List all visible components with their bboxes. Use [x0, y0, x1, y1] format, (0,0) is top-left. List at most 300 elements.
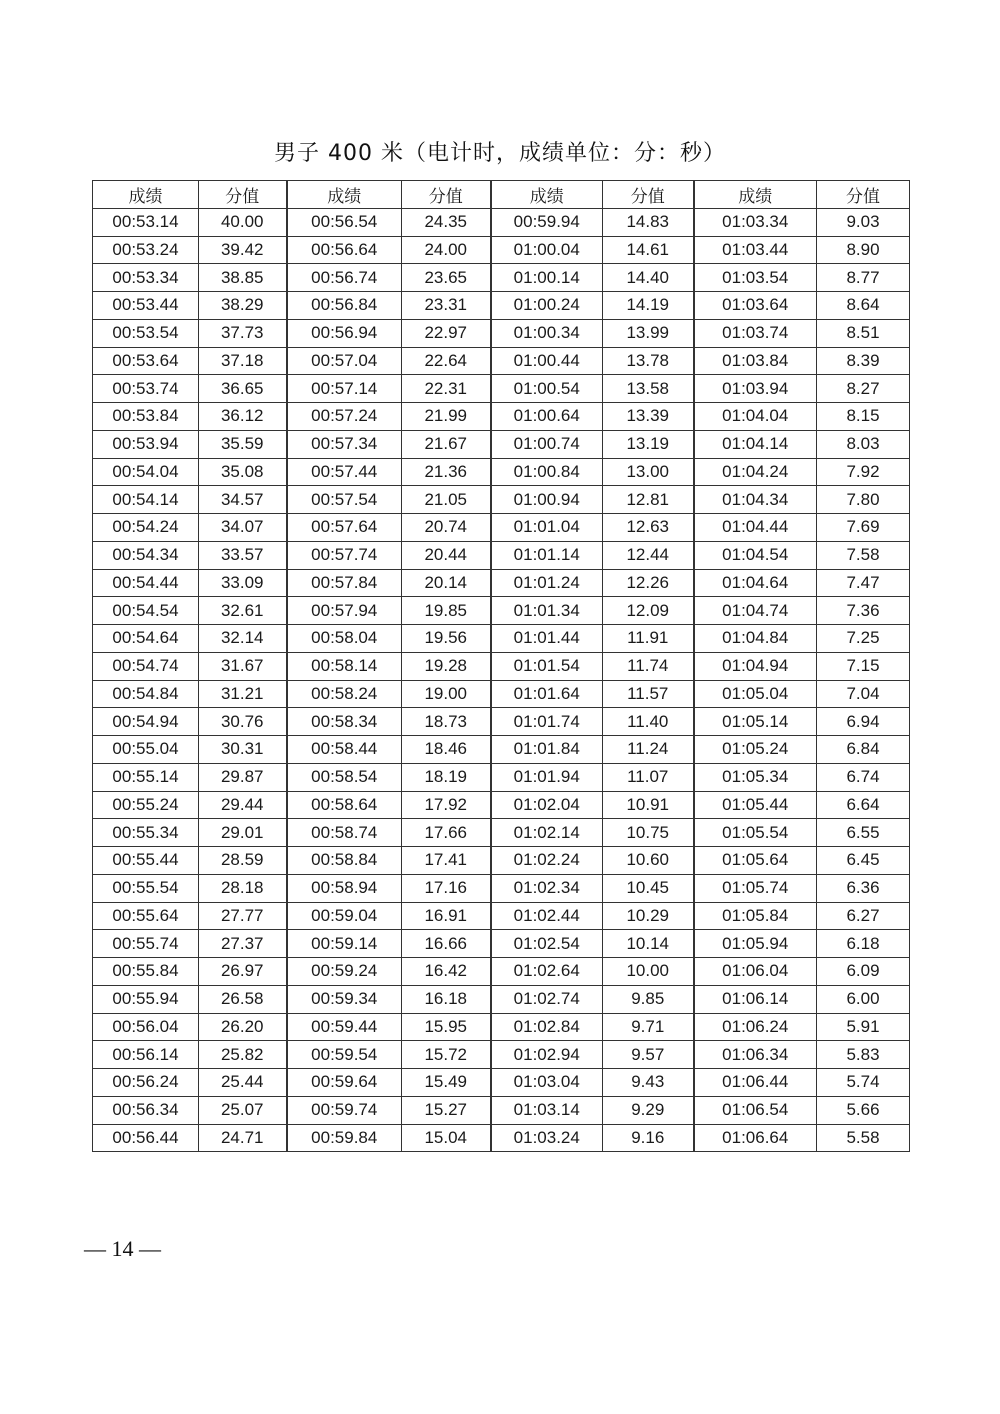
table-row: [93, 791, 910, 819]
time-cell: 01:04.34: [694, 486, 817, 514]
score-cell: 6.09: [817, 958, 910, 986]
score-cell: 14.61: [603, 236, 694, 264]
time-cell: 01:02.14: [491, 819, 603, 847]
time-cell: 01:04.44: [694, 514, 817, 542]
time-cell: 01:00.94: [491, 486, 603, 514]
time-cell: 00:53.34: [93, 264, 199, 292]
time-cell: 00:58.54: [287, 763, 402, 791]
score-cell: 34.07: [199, 514, 287, 542]
score-cell: 33.09: [199, 569, 287, 597]
score-cell: 9.71: [603, 1013, 694, 1041]
time-cell: 00:56.94: [287, 319, 402, 347]
score-cell: 6.45: [817, 847, 910, 875]
column-header-time: 成绩: [93, 181, 199, 209]
time-cell: 00:58.84: [287, 847, 402, 875]
score-cell: 5.74: [817, 1069, 910, 1097]
time-cell: 01:01.94: [491, 763, 603, 791]
table-row: [93, 430, 910, 458]
score-cell: 34.57: [199, 486, 287, 514]
table-row: [93, 347, 910, 375]
score-cell: 6.55: [817, 819, 910, 847]
score-cell: 28.59: [199, 847, 287, 875]
score-cell: 6.84: [817, 736, 910, 764]
time-cell: 01:04.24: [694, 458, 817, 486]
time-cell: 00:54.34: [93, 541, 199, 569]
score-cell: 21.05: [402, 486, 491, 514]
score-cell: 9.29: [603, 1096, 694, 1124]
score-cell: 18.46: [402, 736, 491, 764]
score-cell: 13.78: [603, 347, 694, 375]
score-cell: 18.19: [402, 763, 491, 791]
time-cell: 00:54.44: [93, 569, 199, 597]
table-row: [93, 514, 910, 542]
score-cell: 11.24: [603, 736, 694, 764]
score-cell: 26.97: [199, 958, 287, 986]
score-cell: 29.01: [199, 819, 287, 847]
time-cell: 01:01.34: [491, 597, 603, 625]
column-header-score: 分值: [817, 181, 910, 209]
time-cell: 01:02.24: [491, 847, 603, 875]
table-row: [93, 680, 910, 708]
time-cell: 01:00.14: [491, 264, 603, 292]
table-row: [93, 486, 910, 514]
time-cell: 01:00.04: [491, 236, 603, 264]
time-cell: 01:00.34: [491, 319, 603, 347]
score-cell: 38.29: [199, 292, 287, 320]
time-cell: 01:02.34: [491, 874, 603, 902]
time-cell: 01:00.54: [491, 375, 603, 403]
time-cell: 00:53.84: [93, 403, 199, 431]
time-cell: 00:57.34: [287, 430, 402, 458]
time-cell: 00:57.84: [287, 569, 402, 597]
time-cell: 00:55.14: [93, 763, 199, 791]
score-cell: 8.15: [817, 403, 910, 431]
time-cell: 01:00.44: [491, 347, 603, 375]
time-cell: 01:04.94: [694, 652, 817, 680]
score-cell: 11.57: [603, 680, 694, 708]
score-cell: 12.81: [603, 486, 694, 514]
time-cell: 01:05.34: [694, 763, 817, 791]
time-cell: 01:02.64: [491, 958, 603, 986]
table-row: [93, 930, 910, 958]
table-row: [93, 985, 910, 1013]
score-cell: 19.85: [402, 597, 491, 625]
table-row: [93, 1124, 910, 1152]
score-cell: 35.59: [199, 430, 287, 458]
score-cell: 6.18: [817, 930, 910, 958]
time-cell: 00:55.04: [93, 736, 199, 764]
table-row: [93, 292, 910, 320]
column-header-time: 成绩: [491, 181, 603, 209]
score-cell: 7.69: [817, 514, 910, 542]
score-cell: 12.44: [603, 541, 694, 569]
table-row: [93, 208, 910, 236]
time-cell: 00:53.54: [93, 319, 199, 347]
column-header-score: 分值: [603, 181, 694, 209]
time-cell: 00:55.94: [93, 985, 199, 1013]
score-cell: 15.72: [402, 1041, 491, 1069]
time-cell: 00:56.64: [287, 236, 402, 264]
score-cell: 19.56: [402, 625, 491, 653]
score-cell: 39.42: [199, 236, 287, 264]
score-cell: 38.85: [199, 264, 287, 292]
score-cell: 37.73: [199, 319, 287, 347]
score-cell: 6.64: [817, 791, 910, 819]
time-cell: 01:03.14: [491, 1096, 603, 1124]
score-cell: 16.42: [402, 958, 491, 986]
table-row: [93, 625, 910, 653]
time-cell: 00:53.74: [93, 375, 199, 403]
time-cell: 01:02.84: [491, 1013, 603, 1041]
score-cell: 20.44: [402, 541, 491, 569]
time-cell: 00:54.94: [93, 708, 199, 736]
time-cell: 01:00.84: [491, 458, 603, 486]
time-cell: 01:02.54: [491, 930, 603, 958]
time-cell: 01:00.64: [491, 403, 603, 431]
score-cell: 30.76: [199, 708, 287, 736]
table-row: [93, 708, 910, 736]
score-cell: 16.66: [402, 930, 491, 958]
score-cell: 10.14: [603, 930, 694, 958]
time-cell: 01:00.74: [491, 430, 603, 458]
score-cell: 15.49: [402, 1069, 491, 1097]
time-cell: 00:55.24: [93, 791, 199, 819]
time-cell: 01:04.74: [694, 597, 817, 625]
score-cell: 8.64: [817, 292, 910, 320]
time-cell: 01:03.74: [694, 319, 817, 347]
page-number: — 14 —: [84, 1236, 161, 1261]
time-cell: 01:01.24: [491, 569, 603, 597]
time-cell: 01:03.54: [694, 264, 817, 292]
time-cell: 01:05.14: [694, 708, 817, 736]
score-cell: 27.37: [199, 930, 287, 958]
score-cell: 20.74: [402, 514, 491, 542]
time-cell: 01:04.84: [694, 625, 817, 653]
time-cell: 01:02.94: [491, 1041, 603, 1069]
table-row: [93, 541, 910, 569]
time-cell: 01:04.14: [694, 430, 817, 458]
table-row: [93, 902, 910, 930]
table-row: [93, 319, 910, 347]
score-cell: 30.31: [199, 736, 287, 764]
score-cell: 7.04: [817, 680, 910, 708]
score-cell: 26.20: [199, 1013, 287, 1041]
score-cell: 35.08: [199, 458, 287, 486]
time-cell: 01:01.44: [491, 625, 603, 653]
score-cell: 15.04: [402, 1124, 491, 1152]
time-cell: 00:54.04: [93, 458, 199, 486]
score-cell: 8.77: [817, 264, 910, 292]
time-cell: 01:03.94: [694, 375, 817, 403]
time-cell: 00:54.84: [93, 680, 199, 708]
score-cell: 21.36: [402, 458, 491, 486]
score-cell: 22.31: [402, 375, 491, 403]
table-row: [93, 403, 910, 431]
time-cell: 00:57.54: [287, 486, 402, 514]
time-cell: 00:55.54: [93, 874, 199, 902]
time-cell: 00:57.74: [287, 541, 402, 569]
time-cell: 01:06.04: [694, 958, 817, 986]
score-cell: 29.87: [199, 763, 287, 791]
score-cell: 10.45: [603, 874, 694, 902]
score-cell: 7.92: [817, 458, 910, 486]
time-cell: 01:03.24: [491, 1124, 603, 1152]
score-cell: 8.90: [817, 236, 910, 264]
time-cell: 00:58.04: [287, 625, 402, 653]
time-cell: 01:05.64: [694, 847, 817, 875]
time-cell: 01:03.34: [694, 208, 817, 236]
score-cell: 6.36: [817, 874, 910, 902]
time-cell: 01:03.04: [491, 1069, 603, 1097]
time-cell: 01:02.44: [491, 902, 603, 930]
time-cell: 00:58.14: [287, 652, 402, 680]
time-cell: 00:59.24: [287, 958, 402, 986]
table-row: [93, 1041, 910, 1069]
table-row: [93, 375, 910, 403]
score-cell: 5.58: [817, 1124, 910, 1152]
score-cell: 36.12: [199, 403, 287, 431]
score-cell: 6.74: [817, 763, 910, 791]
time-cell: 00:53.44: [93, 292, 199, 320]
time-cell: 01:01.54: [491, 652, 603, 680]
score-cell: 24.00: [402, 236, 491, 264]
time-cell: 01:05.74: [694, 874, 817, 902]
time-cell: 01:06.64: [694, 1124, 817, 1152]
score-cell: 40.00: [199, 208, 287, 236]
time-cell: 01:06.54: [694, 1096, 817, 1124]
score-cell: 17.16: [402, 874, 491, 902]
time-cell: 01:05.84: [694, 902, 817, 930]
score-cell: 17.66: [402, 819, 491, 847]
time-cell: 01:01.14: [491, 541, 603, 569]
time-cell: 00:56.74: [287, 264, 402, 292]
table-body: [93, 208, 910, 1152]
score-cell: 6.94: [817, 708, 910, 736]
score-cell: 8.51: [817, 319, 910, 347]
score-cell: 25.82: [199, 1041, 287, 1069]
time-cell: 00:56.84: [287, 292, 402, 320]
table-row: [93, 736, 910, 764]
score-cell: 18.73: [402, 708, 491, 736]
time-cell: 00:59.34: [287, 985, 402, 1013]
score-cell: 5.83: [817, 1041, 910, 1069]
score-cell: 6.27: [817, 902, 910, 930]
time-cell: 00:56.44: [93, 1124, 199, 1152]
score-cell: 7.15: [817, 652, 910, 680]
time-cell: 00:55.34: [93, 819, 199, 847]
time-cell: 00:57.04: [287, 347, 402, 375]
table-row: [93, 1069, 910, 1097]
time-cell: 01:03.64: [694, 292, 817, 320]
score-cell: 20.14: [402, 569, 491, 597]
table-row: [93, 458, 910, 486]
time-cell: 00:53.94: [93, 430, 199, 458]
table-row: [93, 236, 910, 264]
score-cell: 13.00: [603, 458, 694, 486]
time-cell: 00:55.74: [93, 930, 199, 958]
column-header-score: 分值: [402, 181, 491, 209]
column-header-time: 成绩: [287, 181, 402, 209]
score-cell: 5.91: [817, 1013, 910, 1041]
time-cell: 01:03.44: [694, 236, 817, 264]
time-cell: 01:03.84: [694, 347, 817, 375]
time-cell: 00:59.04: [287, 902, 402, 930]
score-cell: 28.18: [199, 874, 287, 902]
score-cell: 8.27: [817, 375, 910, 403]
table-row: [93, 1013, 910, 1041]
score-cell: 11.74: [603, 652, 694, 680]
score-cell: 10.29: [603, 902, 694, 930]
time-cell: 00:59.94: [491, 208, 603, 236]
time-cell: 00:56.24: [93, 1069, 199, 1097]
time-cell: 01:01.64: [491, 680, 603, 708]
score-cell: 7.58: [817, 541, 910, 569]
time-cell: 00:56.54: [287, 208, 402, 236]
score-cell: 7.25: [817, 625, 910, 653]
score-cell: 25.07: [199, 1096, 287, 1124]
score-cell: 14.40: [603, 264, 694, 292]
score-cell: 11.40: [603, 708, 694, 736]
time-cell: 00:57.94: [287, 597, 402, 625]
score-cell: 23.31: [402, 292, 491, 320]
score-cell: 14.83: [603, 208, 694, 236]
column-header-score: 分值: [199, 181, 287, 209]
score-cell: 26.58: [199, 985, 287, 1013]
time-cell: 00:59.44: [287, 1013, 402, 1041]
time-cell: 01:05.44: [694, 791, 817, 819]
score-cell: 8.03: [817, 430, 910, 458]
time-cell: 00:57.14: [287, 375, 402, 403]
score-cell: 10.91: [603, 791, 694, 819]
score-cell: 22.97: [402, 319, 491, 347]
table-row: [93, 1096, 910, 1124]
time-cell: 00:53.64: [93, 347, 199, 375]
score-cell: 17.92: [402, 791, 491, 819]
time-cell: 00:57.44: [287, 458, 402, 486]
time-cell: 00:59.64: [287, 1069, 402, 1097]
score-cell: 36.65: [199, 375, 287, 403]
time-cell: 01:05.94: [694, 930, 817, 958]
score-cell: 13.39: [603, 403, 694, 431]
score-cell: 8.39: [817, 347, 910, 375]
score-cell: 24.35: [402, 208, 491, 236]
time-cell: 00:58.94: [287, 874, 402, 902]
score-cell: 9.85: [603, 985, 694, 1013]
time-cell: 00:55.44: [93, 847, 199, 875]
score-cell: 11.07: [603, 763, 694, 791]
page-title: 男子 400 米（电计时，成绩单位：分：秒）: [274, 141, 726, 166]
score-cell: 19.00: [402, 680, 491, 708]
time-cell: 00:59.84: [287, 1124, 402, 1152]
table-row: [93, 652, 910, 680]
score-cell: 22.64: [402, 347, 491, 375]
time-cell: 00:59.74: [287, 1096, 402, 1124]
time-cell: 01:01.04: [491, 514, 603, 542]
time-cell: 00:59.14: [287, 930, 402, 958]
time-cell: 01:02.04: [491, 791, 603, 819]
time-cell: 01:04.54: [694, 541, 817, 569]
score-cell: 24.71: [199, 1124, 287, 1152]
score-cell: 12.26: [603, 569, 694, 597]
table-row: [93, 597, 910, 625]
score-cell: 31.67: [199, 652, 287, 680]
score-cell: 21.67: [402, 430, 491, 458]
time-cell: 00:57.64: [287, 514, 402, 542]
score-cell: 7.80: [817, 486, 910, 514]
time-cell: 00:56.34: [93, 1096, 199, 1124]
score-cell: 10.75: [603, 819, 694, 847]
table-row: [93, 874, 910, 902]
time-cell: 00:54.64: [93, 625, 199, 653]
score-cell: 15.95: [402, 1013, 491, 1041]
time-cell: 00:56.04: [93, 1013, 199, 1041]
time-cell: 00:57.24: [287, 403, 402, 431]
score-cell: 10.00: [603, 958, 694, 986]
time-cell: 01:05.24: [694, 736, 817, 764]
score-cell: 16.91: [402, 902, 491, 930]
time-cell: 01:01.74: [491, 708, 603, 736]
table-row: [93, 569, 910, 597]
score-cell: 9.43: [603, 1069, 694, 1097]
score-cell: 16.18: [402, 985, 491, 1013]
table-row: [93, 847, 910, 875]
time-cell: 01:06.14: [694, 985, 817, 1013]
score-cell: 13.58: [603, 375, 694, 403]
score-cell: 7.36: [817, 597, 910, 625]
time-cell: 00:53.14: [93, 208, 199, 236]
time-cell: 00:58.24: [287, 680, 402, 708]
time-cell: 00:54.24: [93, 514, 199, 542]
score-cell: 32.14: [199, 625, 287, 653]
score-cell: 11.91: [603, 625, 694, 653]
score-cell: 9.57: [603, 1041, 694, 1069]
table-row: [93, 819, 910, 847]
time-cell: 00:58.74: [287, 819, 402, 847]
header-row: [93, 181, 910, 209]
score-cell: 19.28: [402, 652, 491, 680]
time-cell: 00:58.34: [287, 708, 402, 736]
score-cell: 17.41: [402, 847, 491, 875]
score-cell: 12.63: [603, 514, 694, 542]
score-cell: 12.09: [603, 597, 694, 625]
score-cell: 6.00: [817, 985, 910, 1013]
table-row: [93, 958, 910, 986]
score-cell: 10.60: [603, 847, 694, 875]
time-cell: 01:06.34: [694, 1041, 817, 1069]
time-cell: 01:06.24: [694, 1013, 817, 1041]
time-cell: 00:58.44: [287, 736, 402, 764]
score-cell: 29.44: [199, 791, 287, 819]
time-cell: 00:55.64: [93, 902, 199, 930]
score-cell: 9.16: [603, 1124, 694, 1152]
time-cell: 01:01.84: [491, 736, 603, 764]
time-cell: 01:04.04: [694, 403, 817, 431]
time-cell: 01:05.54: [694, 819, 817, 847]
score-cell: 15.27: [402, 1096, 491, 1124]
score-cell: 23.65: [402, 264, 491, 292]
time-cell: 00:54.14: [93, 486, 199, 514]
time-cell: 00:56.14: [93, 1041, 199, 1069]
score-cell: 9.03: [817, 208, 910, 236]
score-cell: 13.99: [603, 319, 694, 347]
score-cell: 37.18: [199, 347, 287, 375]
score-cell: 27.77: [199, 902, 287, 930]
time-cell: 01:05.04: [694, 680, 817, 708]
table-row: [93, 264, 910, 292]
time-cell: 01:00.24: [491, 292, 603, 320]
time-cell: 00:54.74: [93, 652, 199, 680]
score-cell: 13.19: [603, 430, 694, 458]
